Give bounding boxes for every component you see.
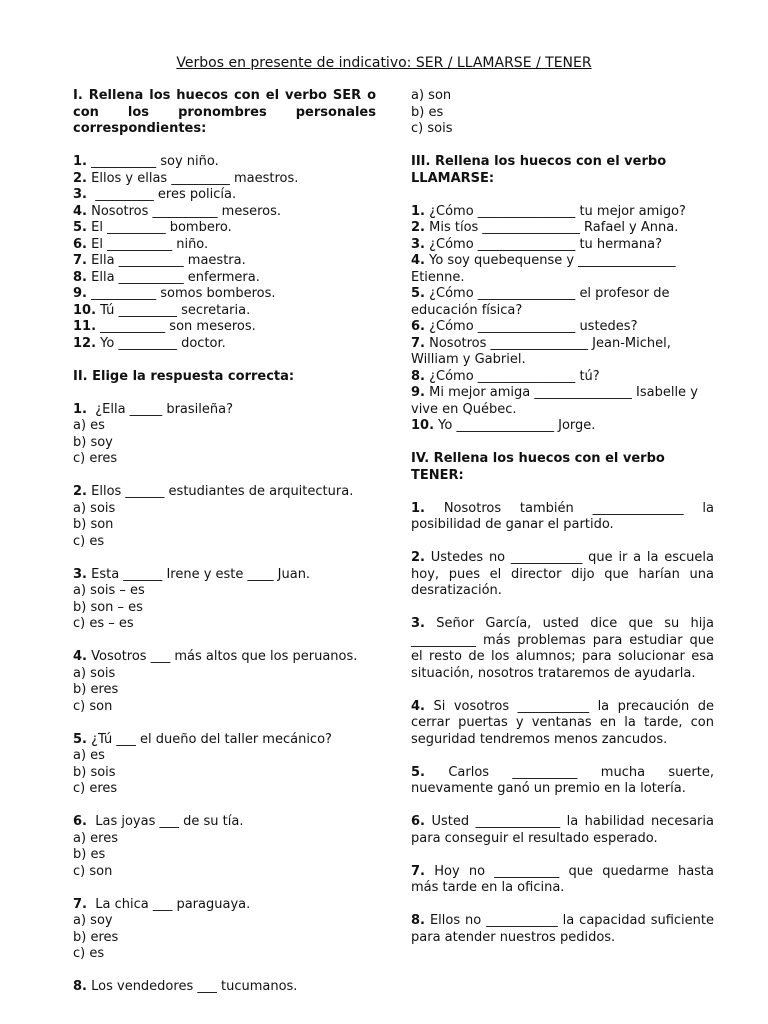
question-text: Vosotros ___ más altos que los peruanos.	[91, 649, 358, 664]
item-text: Yo _________ doctor.	[100, 335, 226, 351]
option: a) sois	[73, 500, 116, 516]
section-1-list	[73, 154, 376, 352]
list-item	[411, 616, 714, 682]
list-item	[411, 864, 714, 897]
item-text: ¿Cómo _______________ el profesor de educación física?	[411, 286, 670, 318]
list-item	[411, 253, 714, 286]
option: b) eres	[73, 682, 119, 697]
option: c) es – es	[73, 616, 134, 631]
question	[73, 732, 376, 798]
question	[73, 979, 376, 996]
item-text: Nosotros también ______________ la posibilidad de ganar el partido.	[411, 500, 714, 532]
item-number: 6.	[411, 814, 425, 829]
option: c) eres	[73, 451, 118, 466]
option: b) son – es	[73, 599, 143, 615]
list-item	[411, 765, 714, 798]
option: b) sois	[73, 764, 116, 780]
option: c) sois	[411, 121, 453, 136]
item-number: 6.	[73, 236, 87, 252]
option: a) soy	[73, 913, 113, 928]
item-text: __________ somos bomberos.	[91, 286, 276, 301]
item-text: Hoy no __________ que quedarme hasta más tarde en la oficina.	[411, 863, 714, 895]
question	[73, 649, 376, 715]
item-text: Mis tíos _______________ Rafael y Anna.	[429, 220, 679, 235]
item-number: 2.	[411, 550, 425, 565]
option: c) es	[73, 946, 105, 961]
list-item	[411, 237, 714, 254]
question-text: ¿Tú ___ el dueño del taller mecánico?	[91, 731, 332, 747]
item-number: 10.	[73, 302, 97, 318]
item-text: El _________ bombero.	[91, 220, 232, 235]
list-item	[73, 303, 376, 320]
list-item	[411, 204, 714, 221]
list-item	[73, 171, 376, 188]
list-item	[411, 336, 714, 369]
option: b) es	[73, 847, 106, 862]
question-8-options	[411, 88, 714, 138]
section-1-heading: I. Rellena los huecos con el verbo SER o con los pronombres personales correspondientes:	[73, 88, 376, 136]
list-item	[411, 385, 714, 418]
item-text: ¿Cómo _______________ ustedes?	[429, 319, 638, 334]
item-number: 8.	[411, 913, 425, 928]
list-item	[411, 814, 714, 847]
list-item	[411, 286, 714, 319]
option: a) es	[73, 748, 105, 763]
item-text: Ellos y ellas _________ maestros.	[91, 170, 299, 186]
question	[73, 897, 376, 963]
list-item	[73, 237, 376, 254]
section-2-heading: II. Elige la respuesta correcta:	[73, 368, 295, 384]
option: b) son	[73, 517, 114, 532]
question-number: 6.	[73, 814, 87, 829]
list-item	[73, 204, 376, 221]
option: c) son	[73, 698, 113, 714]
item-text: Señor García, usted dice que su hija __________ más problemas para estudiar que el resto de los alumnos; para solucionar esa situación, nosotros trataremos de ayudarla.	[411, 616, 714, 681]
option: c) eres	[73, 781, 118, 796]
list-item	[411, 418, 714, 435]
page-title: Verbos en presente de indicativo: SER / LLAMARSE / TENER	[176, 55, 592, 71]
item-text: Ustedes no ___________ que ir a la escuela hoy, pues el director dijo que harían una desratización.	[411, 550, 714, 598]
item-number: 6.	[411, 319, 425, 334]
item-number: 9.	[411, 385, 425, 400]
item-number: 4.	[73, 203, 87, 219]
item-text: El __________ niño.	[91, 236, 209, 252]
item-number: 3.	[73, 187, 87, 202]
item-number: 1.	[411, 203, 425, 219]
item-text: Nosotros _______________ Jean-Michel, William y Gabriel.	[411, 335, 671, 367]
question-number: 7.	[73, 896, 87, 912]
list-item	[411, 501, 714, 534]
question-text: Los vendedores ___ tucumanos.	[91, 979, 298, 994]
list-item	[411, 913, 714, 946]
option: b) soy	[73, 434, 113, 450]
question-number: 4.	[73, 649, 87, 664]
item-number: 10.	[411, 418, 435, 433]
option: b) es	[411, 104, 444, 120]
question	[73, 402, 376, 468]
right-column	[411, 88, 714, 946]
question-number: 1.	[73, 401, 87, 417]
list-item	[73, 220, 376, 237]
left-column	[73, 88, 376, 996]
question-text: La chica ___ paraguaya.	[95, 896, 251, 912]
list-item	[73, 187, 376, 204]
list-item	[73, 253, 376, 270]
option: a) sois	[73, 665, 116, 681]
list-item	[73, 154, 376, 171]
option: c) es	[73, 533, 105, 549]
question	[73, 814, 376, 880]
item-text: Tú _________ secretaria.	[100, 302, 251, 318]
section-4-list	[411, 501, 714, 947]
list-item	[411, 220, 714, 237]
item-text: Ellos no ___________ la capacidad suficiente para atender nuestros pedidos.	[411, 913, 714, 945]
option: a) es	[73, 418, 105, 433]
item-number: 4.	[411, 253, 425, 268]
item-number: 7.	[411, 335, 425, 351]
question-text: ¿Ella _____ brasileña?	[95, 401, 233, 417]
item-text: ¿Cómo _______________ tú?	[429, 368, 600, 384]
item-text: Ella __________ maestra.	[91, 253, 246, 268]
item-number: 7.	[73, 253, 87, 268]
list-item	[411, 550, 714, 600]
list-item	[73, 336, 376, 353]
item-text: Si vosotros ___________ la precaución de cerrar puertas y ventanas en la tarde, con seguridad tendremos menos zancudos.	[411, 698, 714, 747]
option: a) eres	[73, 830, 118, 846]
item-number: 8.	[411, 368, 425, 384]
item-number: 4.	[411, 698, 425, 714]
item-text: Ella __________ enfermera.	[91, 269, 260, 285]
question-number: 5.	[73, 731, 87, 747]
item-number: 2.	[411, 220, 425, 235]
list-item	[73, 319, 376, 336]
list-item	[411, 319, 714, 336]
item-text: ¿Cómo _______________ tu mejor amigo?	[429, 203, 686, 219]
item-text: Carlos __________ mucha suerte, nuevamente ganó un premio en la lotería.	[411, 764, 714, 796]
item-number: 11.	[73, 319, 97, 334]
question-text: Esta ______ Irene y este ____ Juan.	[91, 566, 311, 582]
item-number: 5.	[73, 220, 87, 235]
section-4-heading: IV. Rellena los huecos con el verbo TENER:	[411, 451, 665, 483]
item-text: Mi mejor amiga _______________ Isabelle y vive en Québec.	[411, 385, 698, 417]
item-text: Nosotros __________ meseros.	[91, 203, 282, 219]
item-number: 1.	[411, 500, 425, 516]
item-text: Usted _____________ la habilidad necesaria para conseguir el resultado esperado.	[411, 814, 714, 846]
question-text: Ellos ______ estudiantes de arquitectura.	[91, 484, 354, 499]
option: b) eres	[73, 929, 119, 945]
item-text: Yo _______________ Jorge.	[438, 418, 596, 433]
option: a) son	[411, 88, 452, 103]
item-text: _________ eres policía.	[95, 187, 237, 202]
item-number: 3.	[411, 616, 425, 631]
question-number: 3.	[73, 566, 87, 582]
item-text: ¿Cómo _______________ tu hermana?	[429, 236, 662, 252]
item-number: 5.	[411, 764, 425, 780]
question-text: Las joyas ___ de su tía.	[95, 814, 244, 829]
item-number: 12.	[73, 335, 97, 351]
item-number: 3.	[411, 236, 425, 252]
item-text: __________ son meseros.	[100, 319, 256, 334]
item-text: __________ soy niño.	[91, 154, 219, 169]
item-number: 2.	[73, 170, 87, 186]
section-3-heading: III. Rellena los huecos con el verbo LLAMARSE:	[411, 154, 667, 186]
item-number: 7.	[411, 863, 425, 879]
item-text: Yo soy quebequense y _______________ Etienne.	[411, 253, 676, 285]
option: c) son	[73, 863, 113, 879]
question	[73, 484, 376, 550]
list-item	[411, 369, 714, 386]
item-number: 1.	[73, 154, 87, 169]
question-number: 2.	[73, 484, 87, 499]
item-number: 8.	[73, 269, 87, 285]
item-number: 5.	[411, 286, 425, 301]
item-number: 9.	[73, 286, 87, 301]
section-3-list	[411, 204, 714, 435]
question	[73, 567, 376, 633]
question-number: 8.	[73, 979, 87, 994]
list-item	[73, 286, 376, 303]
list-item	[411, 699, 714, 749]
option: a) sois – es	[73, 583, 145, 598]
list-item	[73, 270, 376, 287]
